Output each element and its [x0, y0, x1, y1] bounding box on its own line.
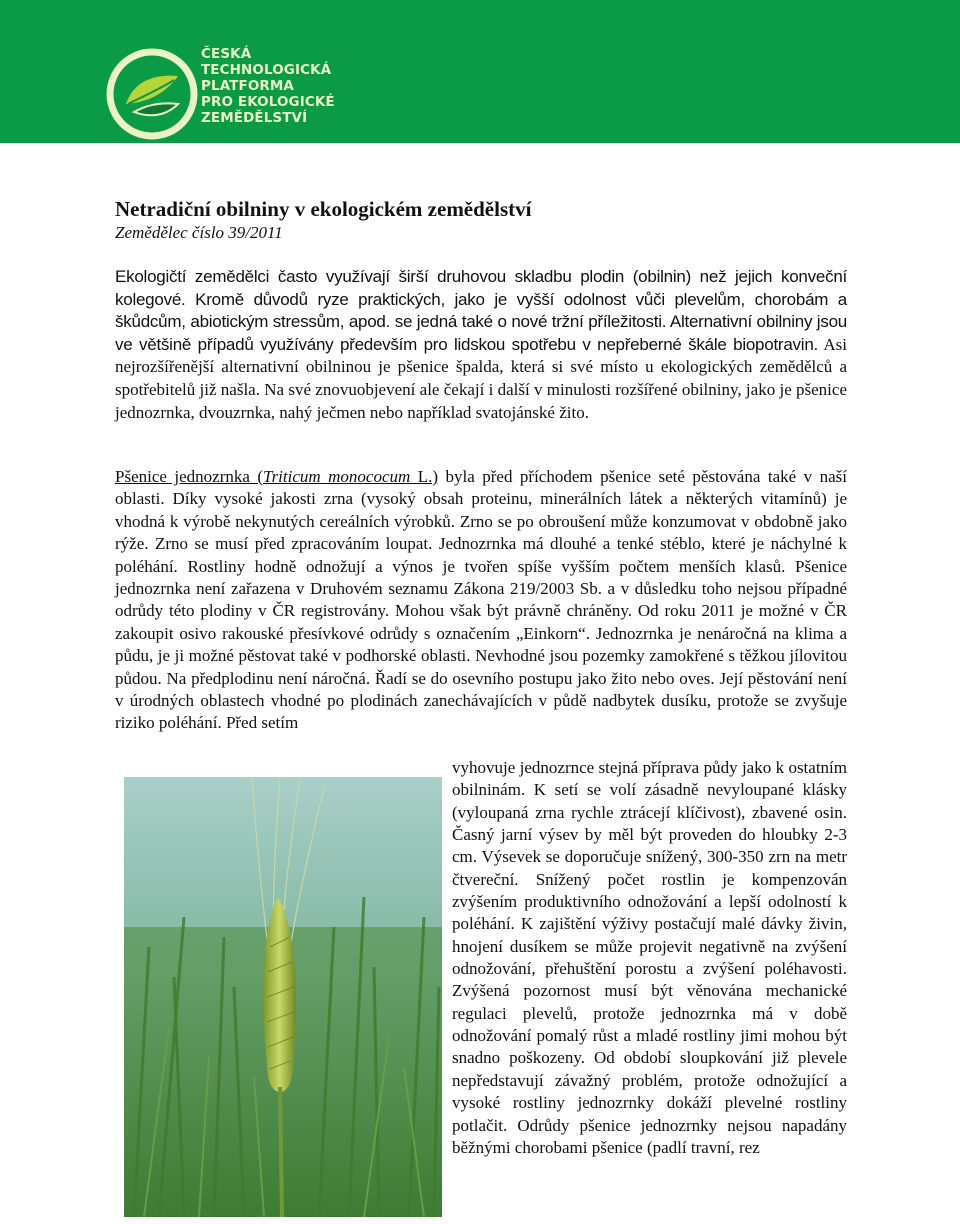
wheat-photo: [124, 777, 442, 1217]
einkorn-latin-name: Triticum monococum: [263, 467, 411, 486]
intro-paragraph: [115, 266, 847, 424]
column-paragraph: vyhovuje jednozrnce stejná příprava půdy jako k ostatním obilninám. K setí se volí zásadně nevyloupané klásky (vyloupaná zrna rychle ztrácejí klíčivost), zbavené osin. Časný jarní výsev by měl být proveden do hloubky 2-3 cm. Výsevek se doporučuje snížený, 300-350 zrn na metr čtvereční. Snížený počet rostlin je kompenzován zvýšením produktivního odnožování a lepší odolností k poléhání. K zajištění výživy postačují malé dávky živin, hnojení dusíkem se může projevit negativně na zvýšení odnožování, přehuštění porostu a zvýšení poléhavosti. Zvýšená pozornost musí být věnována mechanické regulaci plevelů, protože jednozrnka má v době odnožování pomalý růst a mladé rostliny jimi mohou být snadno poškozeny. Od období sloupkování již plevele nepředstavují závažný problém, protože odnožující a vysoké rostliny jednozrnky dokáží plevelné rostliny potlačit. Odrůdy pšenice jednozrnky nejsou napadány běžnými chorobami pšenice (padlí travní, rez: [452, 758, 847, 1157]
article-source: Zemědělec číslo 39/2011: [115, 223, 283, 242]
logo-line: TECHNOLOGICKÁ: [201, 62, 332, 78]
logo-line: PLATFORMA: [201, 78, 294, 94]
header-band: [0, 0, 960, 143]
logo-line: ČESKÁ: [201, 46, 252, 62]
logo-line: ZEMĚDĚLSTVÍ: [201, 110, 308, 126]
einkorn-paragraph: [115, 466, 847, 735]
intro-text-a: Ekologičtí zemědělci často využívají širší druhovou skladbu plodin (obilnin) než jejich konveční kolegové. Kromě důvodů ryze praktických, jako je vyšší odolnost vůči plevelům, chorobám a škůdcům, abiotickým stressům, apod. se jedná také o nové tržní příležitosti. Alternativní obilniny jsou ve většině případů využívány především pro lidskou spotřebu v nepřeberné škále biopotravin.: [115, 267, 847, 354]
wheat-field-image: [124, 777, 442, 1217]
einkorn-link-text-b: L.): [410, 467, 439, 486]
article-header: [115, 196, 847, 244]
leaf-logo-icon: [104, 46, 200, 142]
intro-text-b: Asi nejrozšířenější alternativní obilninou je pšenice špalda, která si své místo u ekologických zemědělců a spotřebitelů již našla. Na své znovuobjevení ale čekají i další v minulosti rozšířené obilniny, jako je pšenice jednozrnka, dvouzrnka, nahý ječmen nebo například svatojánské žito.: [115, 334, 847, 422]
article-title: Netradiční obilniny v ekologickém zemědělství: [115, 197, 532, 221]
einkorn-link[interactable]: [115, 467, 438, 486]
einkorn-link-text-a: Pšenice jednozrnka (: [115, 467, 264, 486]
logo-wordmark: [201, 46, 335, 126]
logo-line: PRO EKOLOGICKÉ: [201, 94, 335, 110]
einkorn-text: byla před příchodem pšenice seté pěstována také v naší oblasti. Díky vysoké jakosti zrna (vysoký obsah proteinu, minerálních látek a některých vitamínů) je vhodná k výrobě nekynutých cereálních výrobků. Zrno se po obroušení může konzumovat v obdobně jako rýže. Zrno se musí před zpracováním loupat. Jednozrnka má dlouhé a tenké stéblo, které je náchylné k poléhání. Rostliny hodně odnožují a výnos je tvořen spíše vyšším počtem menších klasů. Pšenice jednozrnka není zařazena v Druhovém seznamu Zákona 219/2003 Sb. a v důsledku toho nejsou případné odrůdy této plodiny v ČR registrovány. Mohou však být právně chráněny. Od roku 2011 je možné v ČR zakoupit osivo rakouské přesívkové odrůdy s označením „Einkorn“. Jednozrnka je nenáročná na klima a půdu, je ji možné pěstovat také v podhorské oblasti. Nevhodné jsou pozemky zamokřené s těžkou jílovitou půdou. Na předplodinu není náročná. Řadí se do osevního postupu jako žito nebo oves. Její pěstování není v úrodných oblastech vhodné po plodinách zanechávajících v půdě nadbytek dusíku, protože se zvyšuje riziko poléhání. Před setím: [115, 467, 847, 733]
